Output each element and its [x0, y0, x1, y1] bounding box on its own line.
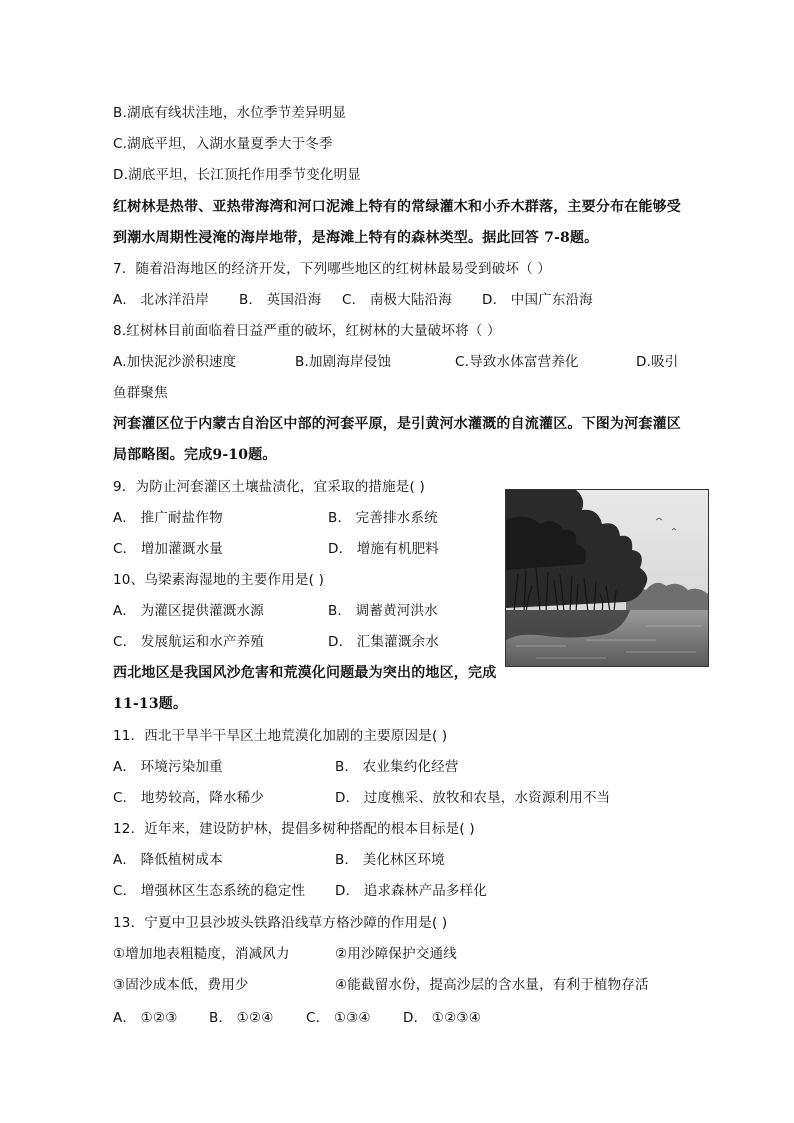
q10-option-a: A． 为灌区提供灌溉水源	[113, 603, 264, 619]
q9-options-row1	[113, 508, 438, 528]
q13-item-2: ②用沙障保护交通线	[335, 946, 457, 962]
q11-option-a: A． 环境污染加重	[113, 759, 223, 775]
q6-option-b: B.湖底有线状洼地，水位季节差异明显	[113, 105, 347, 121]
q7-option-b: B． 英国沿海	[239, 292, 322, 308]
q8-stem: 8.红树林目前面临着日益严重的破坏，红树林的大量破坏将（ ）	[113, 323, 501, 339]
q12-option-c: C． 增强林区生态系统的稳定性	[113, 883, 306, 899]
q8-option-d: D.吸引	[636, 354, 679, 370]
mangrove-photo	[505, 489, 709, 667]
q13-option-a: A． ①②③	[113, 1010, 178, 1026]
northwest-intro-line2: 11-13题。	[113, 696, 188, 712]
q8-option-b: B.加剧海岸侵蚀	[295, 354, 392, 370]
q9-option-a: A． 推广耐盐作物	[113, 510, 223, 526]
q7-option-c: C． 南极大陆沿海	[342, 292, 453, 308]
q8-option-c: C.导致水体富营养化	[455, 354, 579, 370]
northwest-intro-line1: 西北地区是我国风沙危害和荒漠化问题最为突出的地区，完成	[113, 665, 497, 681]
q7-stem: 7．随着沿海地区的经济开发，下列哪些地区的红树林最易受到破坏（ ）	[113, 261, 551, 277]
q8-option-d-continued: 鱼群聚焦	[113, 385, 168, 401]
q10-option-c: C． 发展航运和水产养殖	[113, 634, 265, 650]
q13-options	[113, 1008, 481, 1028]
q11-option-b: B． 农业集约化经营	[335, 759, 459, 775]
q13-items-row1	[113, 944, 457, 964]
q9-option-c: C． 增加灌溉水量	[113, 541, 224, 557]
q10-stem: 10、乌梁素海湿地的主要作用是( )	[113, 572, 325, 588]
q11-options-row2	[113, 788, 610, 808]
hetao-intro-line1: 河套灌区位于内蒙古自治区中部的河套平原，是引黄河水灌溉的自流灌区。下图为河套灌区	[113, 416, 681, 432]
q13-option-b: B． ①②④	[209, 1010, 274, 1026]
q13-option-d: D． ①②③④	[403, 1010, 481, 1026]
q8-option-a: A.加快泥沙淤积速度	[113, 354, 237, 370]
q9-option-b: B． 完善排水系统	[328, 510, 438, 526]
q10-option-d: D． 汇集灌溉余水	[328, 634, 439, 650]
q10-option-b: B． 调蓄黄河洪水	[328, 603, 438, 619]
q11-stem: 11．西北干旱半干旱区土地荒漠化加剧的主要原因是( )	[113, 728, 448, 744]
q9-stem: 9．为防止河套灌区土壤盐渍化，宜采取的措施是( )	[113, 479, 425, 495]
q10-options-row2	[113, 632, 439, 652]
q12-options-row2	[113, 881, 487, 901]
q6-option-c: C.湖底平坦，入湖水量夏季大于冬季	[113, 136, 333, 152]
q13-option-c: C． ①③④	[306, 1010, 371, 1026]
q12-option-d: D． 追求森林产品多样化	[335, 883, 488, 899]
mangrove-intro-line1: 红树林是热带、亚热带海湾和河口泥滩上特有的常绿灌木和小乔木群落，主要分布在能够受	[113, 199, 681, 215]
q9-options-row2	[113, 539, 439, 559]
q12-option-a: A． 降低植树成本	[113, 852, 223, 868]
q12-options-row1	[113, 850, 445, 870]
q12-stem: 12．近年来，建设防护林，提倡多树种搭配的根本目标是( )	[113, 821, 475, 837]
q9-option-d: D． 增施有机肥料	[328, 541, 439, 557]
q11-option-c: C． 地势较高，降水稀少	[113, 790, 265, 806]
q7-option-d: D． 中国广东沿海	[482, 292, 593, 308]
q6-option-d: D.湖底平坦，长江顶托作用季节变化明显	[113, 167, 361, 183]
hetao-intro-line2: 局部略图。完成9-10题。	[113, 447, 277, 463]
mangrove-intro-line2: 到潮水周期性浸淹的海岸地带，是海滩上特有的森林类型。据此回答 7-8题。	[113, 230, 599, 246]
q13-item-1: ①增加地表粗糙度，消减风力	[113, 946, 290, 962]
q7-option-a: A． 北冰洋沿岸	[113, 292, 210, 308]
q10-options-row1	[113, 601, 438, 621]
q12-option-b: B． 美化林区环境	[335, 852, 445, 868]
q13-item-3: ③固沙成本低，费用少	[113, 977, 249, 993]
q11-options-row1	[113, 757, 459, 777]
q7-options	[113, 290, 593, 310]
q11-option-d: D． 过度樵采、放牧和农垦，水资源利用不当	[335, 790, 611, 806]
q8-options	[113, 352, 679, 372]
q13-items-row2	[113, 975, 649, 995]
q13-item-4: ④能截留水份，提高沙层的含水量，有利于植物存活	[335, 977, 649, 993]
q13-stem: 13．宁夏中卫县沙坡头铁路沿线草方格沙障的作用是( )	[113, 915, 448, 931]
